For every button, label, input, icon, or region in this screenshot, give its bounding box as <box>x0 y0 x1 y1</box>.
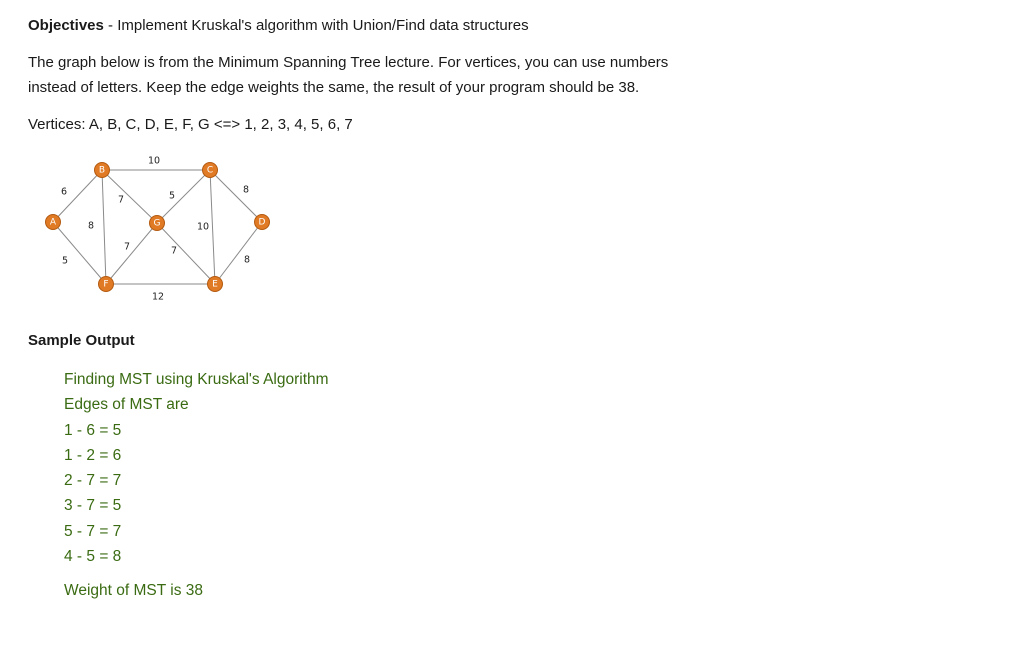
node-label-b: B <box>98 165 106 176</box>
output-line: 1 - 6 = 5 <box>64 421 122 439</box>
edge-weight-c-d: 8 <box>242 184 250 196</box>
node-label-c: C <box>206 165 214 176</box>
edge-weight-f-g: 7 <box>123 241 131 253</box>
mst-weight-line: Weight of MST is 38 <box>64 582 203 599</box>
node-label-a: A <box>49 217 57 228</box>
edge-a-f <box>53 222 106 284</box>
node-label-d: D <box>258 217 266 228</box>
edge-weight-b-c: 10 <box>147 155 161 167</box>
vertices-line: Vertices: A, B, C, D, E, F, G <=> 1, 2, 3, 4, 5, 6, 7 <box>28 116 353 133</box>
sample-output-heading: Sample Output <box>28 332 135 349</box>
edge-weight-g-e: 7 <box>170 245 178 257</box>
edge-weight-c-e: 10 <box>196 221 210 233</box>
edge-weight-b-f: 8 <box>87 220 95 232</box>
sample-output-block <box>64 367 329 569</box>
edge-c-d <box>210 170 262 222</box>
node-label-f: F <box>103 279 109 290</box>
output-line: 5 - 7 = 7 <box>64 522 122 540</box>
node-label-e: E <box>212 279 218 290</box>
edge-weight-a-b: 6 <box>60 186 68 198</box>
edge-b-g <box>102 170 157 223</box>
edge-weight-d-e: 8 <box>243 254 251 266</box>
output-line: Finding MST using Kruskal's Algorithm <box>64 371 329 388</box>
output-line: 1 - 2 = 6 <box>64 446 122 464</box>
edge-d-e <box>215 222 262 284</box>
edge-weight-a-f: 5 <box>61 255 69 267</box>
output-line: 4 - 5 = 8 <box>64 548 122 566</box>
output-line: Edges of MST are <box>64 396 189 414</box>
edge-weight-b-g: 7 <box>117 194 125 206</box>
graph-nodes <box>46 163 270 292</box>
edge-c-e <box>210 170 215 284</box>
objectives-text: - Implement Kruskal's algorithm with Union/Find data structures <box>103 17 529 34</box>
edge-c-g <box>157 170 210 223</box>
node-label-g: G <box>153 218 161 229</box>
edge-b-f <box>102 170 106 284</box>
output-line: 3 - 7 = 5 <box>64 497 122 515</box>
edge-weight-c-g: 5 <box>168 190 176 202</box>
edge-f-g <box>106 223 157 284</box>
intro-line-2: instead of letters. Keep the edge weights the same, the result of your program should be 38. <box>28 79 640 96</box>
intro-line-1: The graph below is from the Minimum Spanning Tree lecture. For vertices, you can use numbers <box>28 54 669 71</box>
edge-weight-f-e: 12 <box>151 291 165 303</box>
objectives-label: Objectives <box>28 17 104 34</box>
output-line: 2 - 7 = 7 <box>64 472 122 490</box>
